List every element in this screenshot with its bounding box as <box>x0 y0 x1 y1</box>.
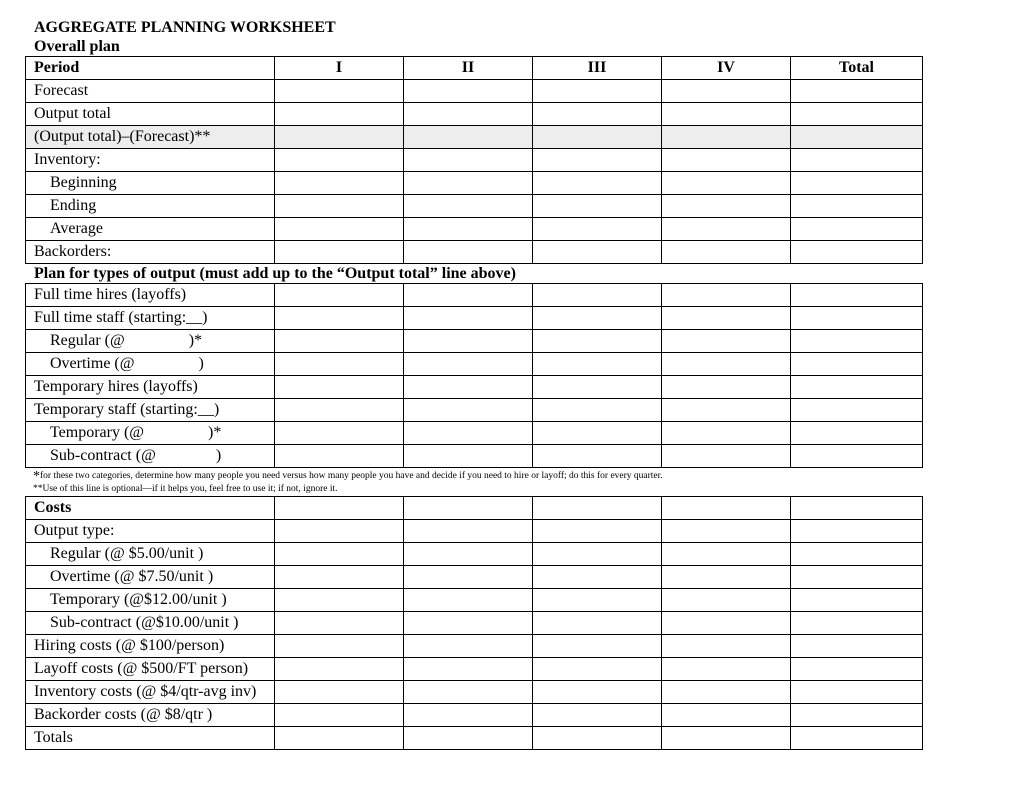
table-row <box>26 543 923 566</box>
table-row <box>26 635 923 658</box>
table-row <box>26 704 923 727</box>
cell-output-total-total[interactable] <box>791 103 923 126</box>
footnote-star: * <box>33 469 40 484</box>
cell-ft-staff-ii[interactable] <box>404 307 533 330</box>
cell-cost-overtime-iii[interactable] <box>533 566 662 589</box>
footnotes <box>25 469 922 495</box>
regular-label: Regular (@ <box>50 332 125 349</box>
cell-cost-overtime-ii[interactable] <box>404 566 533 589</box>
cell-temp-hires-total[interactable] <box>791 376 923 399</box>
cell-overtime-iii[interactable] <box>533 353 662 376</box>
row-label-overtime <box>26 353 275 376</box>
cell-output-total-iii[interactable] <box>533 103 662 126</box>
table-row <box>26 218 923 241</box>
cell-output-type-iii[interactable] <box>533 520 662 543</box>
table-row <box>26 497 923 520</box>
cell-overtime-iv[interactable] <box>662 353 791 376</box>
worksheet-title: AGGREGATE PLANNING WORKSHEET <box>34 19 336 36</box>
cell-regular-iii[interactable] <box>533 330 662 353</box>
cell-backorders-ii[interactable] <box>404 241 533 264</box>
row-label-inventory-costs: Inventory costs (@ $4/qtr-avg inv) <box>26 681 275 704</box>
cell-temporary-iii[interactable] <box>533 422 662 445</box>
cell-temp-staff-total[interactable] <box>791 399 923 422</box>
cell-average-total[interactable] <box>791 218 923 241</box>
cell-inventory-total[interactable] <box>791 149 923 172</box>
cell-inventory-i[interactable] <box>275 149 404 172</box>
cell-forecast-ii[interactable] <box>404 80 533 103</box>
cell-average-ii[interactable] <box>404 218 533 241</box>
cell-ft-hires-total[interactable] <box>791 284 923 307</box>
cell-diff-iv[interactable] <box>662 126 791 149</box>
cell-hiring-costs-i[interactable] <box>275 635 404 658</box>
cell-inventory-iv[interactable] <box>662 149 791 172</box>
cell-beginning-iii[interactable] <box>533 172 662 195</box>
cell-temp-staff-i[interactable] <box>275 399 404 422</box>
cell-hiring-costs-iv[interactable] <box>662 635 791 658</box>
cell-inventory-costs-ii[interactable] <box>404 681 533 704</box>
row-label-ft-staff: Full time staff (starting:__) <box>26 307 275 330</box>
cell-regular-ii[interactable] <box>404 330 533 353</box>
cell-cost-temporary-iv[interactable] <box>662 589 791 612</box>
period-ii: II <box>404 57 533 80</box>
cell-ft-staff-iv[interactable] <box>662 307 791 330</box>
row-label-subcontract <box>26 445 275 468</box>
row-label-inventory: Inventory: <box>26 149 275 172</box>
cell-backorders-iii[interactable] <box>533 241 662 264</box>
cell-cost-temporary-i[interactable] <box>275 589 404 612</box>
cell-backorder-costs-i[interactable] <box>275 704 404 727</box>
cell-diff-iii[interactable] <box>533 126 662 149</box>
temporary-label: Temporary (@ <box>50 424 145 441</box>
overall-plan-table <box>25 56 923 264</box>
cell-layoff-costs-i[interactable] <box>275 658 404 681</box>
cell-cost-subcontract-ii[interactable] <box>404 612 533 635</box>
cell-average-i[interactable] <box>275 218 404 241</box>
cell-subcontract-iii[interactable] <box>533 445 662 468</box>
overtime-label: Overtime (@ <box>50 355 135 372</box>
cell-output-type-i[interactable] <box>275 520 404 543</box>
cell-ft-hires-ii[interactable] <box>404 284 533 307</box>
footnote-optional: **Use of this line is optional—if it helps you, feel free to use it; if not, ignore it. <box>33 484 338 494</box>
cell-subcontract-ii[interactable] <box>404 445 533 468</box>
cell-cost-overtime-iv[interactable] <box>662 566 791 589</box>
cell-layoff-costs-total[interactable] <box>791 658 923 681</box>
cell-ft-staff-iii[interactable] <box>533 307 662 330</box>
row-label-average: Average <box>26 218 275 241</box>
cell-cost-temporary-total[interactable] <box>791 589 923 612</box>
cell-ft-hires-i[interactable] <box>275 284 404 307</box>
cell-temporary-ii[interactable] <box>404 422 533 445</box>
cell-cost-overtime-total[interactable] <box>791 566 923 589</box>
row-label-temp-hires: Temporary hires (layoffs) <box>26 376 275 399</box>
cell-totals-iii[interactable] <box>533 727 662 750</box>
table-row <box>26 103 923 126</box>
cell-output-total-ii[interactable] <box>404 103 533 126</box>
row-label-cost-overtime: Overtime (@ $7.50/unit ) <box>26 566 275 589</box>
cell-cost-subcontract-i[interactable] <box>275 612 404 635</box>
footnote-hiring-text: for these two categories, determine how many people you need versus how many people you have and decide if you need to hire or layoff; do this for every quarter. <box>40 471 663 481</box>
costs-heading: Costs <box>26 497 275 520</box>
table-row <box>26 520 923 543</box>
cell-cost-subcontract-iii[interactable] <box>533 612 662 635</box>
cell-totals-total[interactable] <box>791 727 923 750</box>
row-label-backorders: Backorders: <box>26 241 275 264</box>
cell-cost-subcontract-total[interactable] <box>791 612 923 635</box>
costs-table <box>25 496 923 750</box>
row-label-totals: Totals <box>26 727 275 750</box>
table-row <box>26 589 923 612</box>
table-row <box>26 612 923 635</box>
cell-beginning-ii[interactable] <box>404 172 533 195</box>
cell-ending-iv[interactable] <box>662 195 791 218</box>
cell-totals-iv[interactable] <box>662 727 791 750</box>
cell-inventory-costs-iv[interactable] <box>662 681 791 704</box>
cell-backorder-costs-total[interactable] <box>791 704 923 727</box>
row-label-regular <box>26 330 275 353</box>
cell-forecast-total[interactable] <box>791 80 923 103</box>
cell-overtime-i[interactable] <box>275 353 404 376</box>
cell-ending-total[interactable] <box>791 195 923 218</box>
cell-temp-hires-iv[interactable] <box>662 376 791 399</box>
cell-cost-regular-i[interactable] <box>275 543 404 566</box>
table-row <box>26 376 923 399</box>
cell-subcontract-total[interactable] <box>791 445 923 468</box>
cell-hiring-costs-ii[interactable] <box>404 635 533 658</box>
period-iii: III <box>533 57 662 80</box>
cell-ft-staff-i[interactable] <box>275 307 404 330</box>
cell-cost-regular-total[interactable] <box>791 543 923 566</box>
row-label-backorder-costs: Backorder costs (@ $8/qtr ) <box>26 704 275 727</box>
table-row <box>26 80 923 103</box>
worksheet <box>25 19 922 750</box>
table-row <box>26 307 923 330</box>
cell-beginning-iv[interactable] <box>662 172 791 195</box>
types-of-output-heading: Plan for types of output (must add up to the “Output total” line above) <box>34 265 516 282</box>
cell-average-iv[interactable] <box>662 218 791 241</box>
cell-regular-total[interactable] <box>791 330 923 353</box>
row-label-output-type: Output type: <box>26 520 275 543</box>
row-label-cost-temporary: Temporary (@$12.00/unit ) <box>26 589 275 612</box>
table-row <box>26 353 923 376</box>
table-row <box>26 399 923 422</box>
table-row <box>26 126 923 149</box>
overall-plan-heading: Overall plan <box>34 38 120 55</box>
cell-output-total-i[interactable] <box>275 103 404 126</box>
cell-diff-i[interactable] <box>275 126 404 149</box>
table-row <box>26 422 923 445</box>
cell-ending-i[interactable] <box>275 195 404 218</box>
cell-temporary-iv[interactable] <box>662 422 791 445</box>
row-label-beginning: Beginning <box>26 172 275 195</box>
table-row <box>26 284 923 307</box>
table-row <box>26 330 923 353</box>
cell-regular-i[interactable] <box>275 330 404 353</box>
cell-cost-regular-iii[interactable] <box>533 543 662 566</box>
cell-costs-iii[interactable] <box>533 497 662 520</box>
cell-temp-staff-ii[interactable] <box>404 399 533 422</box>
cell-overtime-ii[interactable] <box>404 353 533 376</box>
cell-hiring-costs-total[interactable] <box>791 635 923 658</box>
cell-cost-temporary-ii[interactable] <box>404 589 533 612</box>
cell-costs-iv[interactable] <box>662 497 791 520</box>
cell-cost-temporary-iii[interactable] <box>533 589 662 612</box>
cell-temp-hires-i[interactable] <box>275 376 404 399</box>
cell-backorders-total[interactable] <box>791 241 923 264</box>
cell-backorder-costs-iii[interactable] <box>533 704 662 727</box>
cell-ft-staff-total[interactable] <box>791 307 923 330</box>
cell-beginning-i[interactable] <box>275 172 404 195</box>
table-row <box>26 195 923 218</box>
cell-costs-ii[interactable] <box>404 497 533 520</box>
cell-subcontract-iv[interactable] <box>662 445 791 468</box>
cell-totals-ii[interactable] <box>404 727 533 750</box>
overtime-suffix: ) <box>198 355 204 372</box>
cell-output-type-ii[interactable] <box>404 520 533 543</box>
cell-backorders-iv[interactable] <box>662 241 791 264</box>
period-label: Period <box>26 57 275 80</box>
cell-hiring-costs-iii[interactable] <box>533 635 662 658</box>
cell-average-iii[interactable] <box>533 218 662 241</box>
cell-backorder-costs-ii[interactable] <box>404 704 533 727</box>
cell-temporary-i[interactable] <box>275 422 404 445</box>
temporary-suffix: )* <box>208 424 222 441</box>
cell-subcontract-i[interactable] <box>275 445 404 468</box>
cell-forecast-i[interactable] <box>275 80 404 103</box>
row-label-forecast: Forecast <box>26 80 275 103</box>
cell-forecast-iii[interactable] <box>533 80 662 103</box>
cell-inventory-iii[interactable] <box>533 149 662 172</box>
cell-diff-total[interactable] <box>791 126 923 149</box>
cell-inventory-costs-iii[interactable] <box>533 681 662 704</box>
cell-temp-staff-iii[interactable] <box>533 399 662 422</box>
cell-backorder-costs-iv[interactable] <box>662 704 791 727</box>
regular-suffix: )* <box>188 332 203 349</box>
table-row <box>26 566 923 589</box>
table-row <box>26 172 923 195</box>
cell-cost-regular-iv[interactable] <box>662 543 791 566</box>
subcontract-suffix: ) <box>215 447 222 464</box>
row-label-temporary <box>26 422 275 445</box>
period-total: Total <box>791 57 923 80</box>
cell-ending-ii[interactable] <box>404 195 533 218</box>
row-label-ending: Ending <box>26 195 275 218</box>
cell-ending-iii[interactable] <box>533 195 662 218</box>
table-row <box>26 681 923 704</box>
cell-backorders-i[interactable] <box>275 241 404 264</box>
cell-temp-hires-ii[interactable] <box>404 376 533 399</box>
row-label-temp-staff: Temporary staff (starting:__) <box>26 399 275 422</box>
table-row <box>26 241 923 264</box>
row-label-cost-regular: Regular (@ $5.00/unit ) <box>26 543 275 566</box>
cell-layoff-costs-ii[interactable] <box>404 658 533 681</box>
cell-layoff-costs-iv[interactable] <box>662 658 791 681</box>
period-iv: IV <box>662 57 791 80</box>
row-label-ft-hires: Full time hires (layoffs) <box>26 284 275 307</box>
types-of-output-table <box>25 283 923 468</box>
cell-output-type-total[interactable] <box>791 520 923 543</box>
cell-temp-staff-iv[interactable] <box>662 399 791 422</box>
cell-ft-hires-iv[interactable] <box>662 284 791 307</box>
cell-output-type-iv[interactable] <box>662 520 791 543</box>
cell-layoff-costs-iii[interactable] <box>533 658 662 681</box>
cell-ft-hires-iii[interactable] <box>533 284 662 307</box>
table-row <box>26 445 923 468</box>
table-row <box>26 149 923 172</box>
cell-cost-regular-ii[interactable] <box>404 543 533 566</box>
cell-costs-total[interactable] <box>791 497 923 520</box>
cell-cost-overtime-i[interactable] <box>275 566 404 589</box>
cell-inventory-costs-i[interactable] <box>275 681 404 704</box>
period-header-row <box>26 57 923 80</box>
row-label-output-total: Output total <box>26 103 275 126</box>
row-label-layoff-costs: Layoff costs (@ $500/FT person) <box>26 658 275 681</box>
cell-inventory-ii[interactable] <box>404 149 533 172</box>
row-label-hiring-costs: Hiring costs (@ $100/person) <box>26 635 275 658</box>
table-row <box>26 727 923 750</box>
cell-overtime-total[interactable] <box>791 353 923 376</box>
period-i: I <box>275 57 404 80</box>
row-label-cost-subcontract: Sub-contract (@$10.00/unit ) <box>26 612 275 635</box>
cell-output-total-iv[interactable] <box>662 103 791 126</box>
cell-inventory-costs-total[interactable] <box>791 681 923 704</box>
cell-cost-subcontract-iv[interactable] <box>662 612 791 635</box>
row-label-output-minus-forecast: (Output total)–(Forecast)** <box>26 126 275 149</box>
cell-temporary-total[interactable] <box>791 422 923 445</box>
cell-temp-hires-iii[interactable] <box>533 376 662 399</box>
subcontract-label: Sub-contract (@ <box>50 447 156 464</box>
table-row <box>26 658 923 681</box>
cell-diff-ii[interactable] <box>404 126 533 149</box>
cell-costs-i[interactable] <box>275 497 404 520</box>
cell-forecast-iv[interactable] <box>662 80 791 103</box>
cell-totals-i[interactable] <box>275 727 404 750</box>
cell-beginning-total[interactable] <box>791 172 923 195</box>
cell-regular-iv[interactable] <box>662 330 791 353</box>
footnote-hiring <box>33 469 922 484</box>
